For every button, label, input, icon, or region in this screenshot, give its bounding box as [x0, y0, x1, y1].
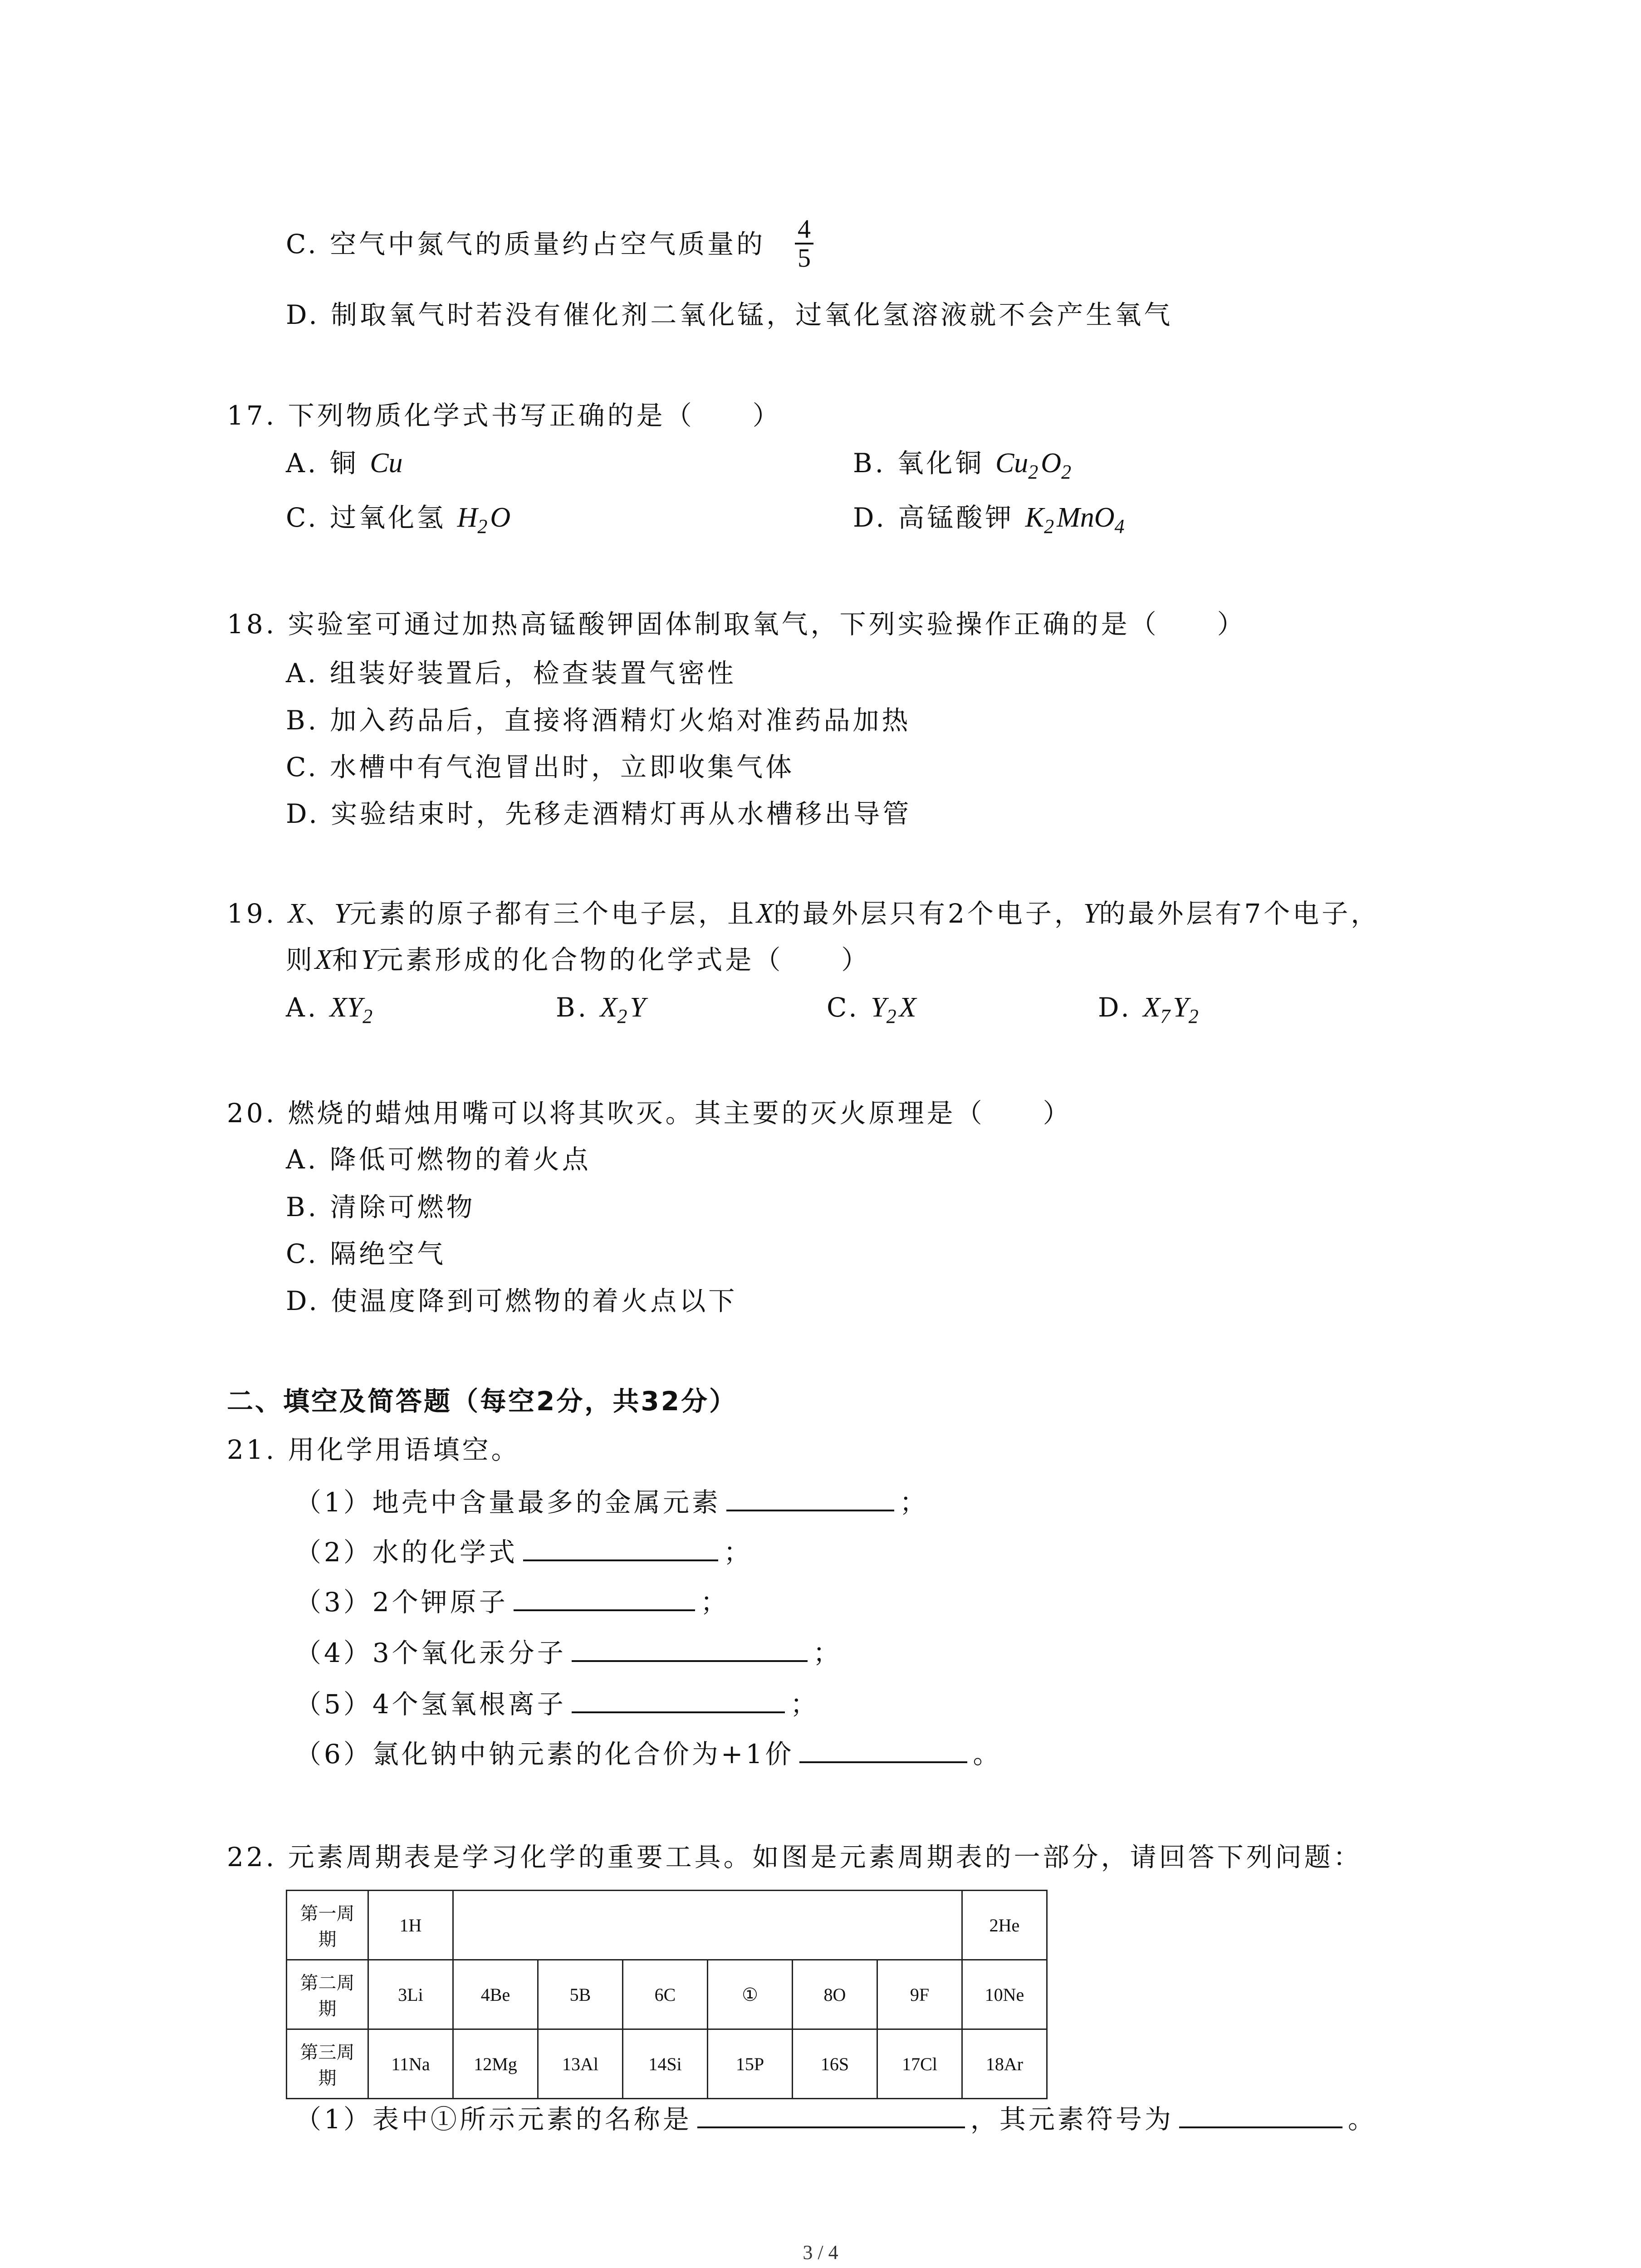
punctuation: ；	[700, 1587, 730, 1618]
element-cell: 2He	[962, 1891, 1047, 1960]
fraction-four-fifths	[795, 215, 813, 272]
element-cell: 1H	[368, 1891, 453, 1960]
q18-option-b: B. 加入药品后，直接将酒精灯火焰对准药品加热	[286, 705, 911, 736]
q19-option-b	[556, 991, 646, 1026]
period-label-line: 期	[318, 1999, 337, 2019]
empty-span-cell	[453, 1891, 962, 1960]
formula-part: X	[1143, 992, 1161, 1023]
q19-stem-line1	[227, 897, 1380, 930]
element-x: X	[315, 944, 332, 975]
q16-option-d: D. 制取氧气时若没有催化剂二氧化锰，过氧化氢溶液就不会产生氧气	[286, 299, 1173, 330]
q21-item-5	[295, 1685, 819, 1721]
item-text: （4）3个氧化汞分子	[295, 1637, 566, 1668]
option-label: D. 高锰酸钾	[853, 502, 1025, 533]
formula-subscript: 2	[1028, 461, 1041, 483]
element-cell: 16S	[793, 2029, 877, 2099]
formula-part: Y	[1173, 992, 1189, 1023]
q19-option-c	[827, 991, 916, 1026]
table-row-period-2	[287, 1960, 1047, 2029]
element-y: Y	[361, 944, 377, 975]
element-cell: 13Al	[538, 2029, 623, 2099]
formula-subscript: 2	[1188, 1005, 1201, 1027]
q20-option-a: A. 降低可燃物的着火点	[286, 1144, 591, 1175]
element-cell: 8O	[793, 1960, 877, 2029]
q22-item-1	[295, 2100, 1377, 2136]
q20-stem: 20. 燃烧的蜡烛用嘴可以将其吹灭。其主要的灭火原理是（ ）	[227, 1098, 1072, 1129]
q19-option-a	[286, 991, 375, 1026]
element-cell: 14Si	[623, 2029, 708, 2099]
element-cell: 12Mg	[453, 2029, 538, 2099]
q21-item-4	[295, 1634, 842, 1669]
option-label: B.	[556, 992, 600, 1023]
answer-blank[interactable]	[572, 1685, 785, 1713]
element-cell: 4Be	[453, 1960, 538, 2029]
period-label-line: 第一周	[300, 1903, 355, 1924]
q17-stem: 17. 下列物质化学式书写正确的是（ ）	[227, 400, 782, 431]
punctuation: 。	[1347, 2104, 1377, 2135]
punctuation: 。	[973, 1739, 1002, 1769]
q16-option-c	[286, 228, 765, 260]
stem-text: 的最外层有7个电子，	[1099, 898, 1380, 929]
section-heading: 二、填空及简答题（每空2分，共32分）	[227, 1386, 738, 1417]
stem-text: 的最外层只有2个电子，	[773, 898, 1083, 929]
period-label-line: 第二周	[300, 1973, 355, 1993]
q19-option-d	[1098, 991, 1201, 1026]
answer-blank[interactable]	[697, 2100, 965, 2128]
q19-stem-line2	[286, 943, 870, 976]
period-label	[287, 1960, 368, 2029]
element-cell: 6C	[623, 1960, 708, 2029]
item-text: ，其元素符号为	[970, 2104, 1174, 2135]
punctuation: ；	[813, 1637, 842, 1668]
q21-item-6	[295, 1735, 1002, 1770]
option-label: D.	[1098, 992, 1143, 1023]
punctuation: ；	[899, 1487, 929, 1518]
stem-text: 、	[305, 898, 334, 929]
formula-subscript: 2	[886, 1005, 899, 1027]
fraction-numerator: 4	[795, 215, 813, 244]
formula-part: O	[1041, 448, 1062, 479]
q18-option-d: D. 实验结束时，先移走酒精灯再从水槽移出导管	[286, 798, 912, 829]
element-cell: 18Ar	[962, 2029, 1047, 2099]
formula-part: Y	[630, 992, 646, 1023]
option-label: A. 铜	[286, 448, 370, 479]
formula-subscript: 2	[477, 515, 490, 538]
q21-item-2	[295, 1533, 753, 1569]
periodic-table-excerpt	[286, 1890, 1048, 2099]
element-x: X	[756, 898, 774, 929]
item-text: （1）表中①所示元素的名称是	[295, 2104, 692, 2135]
element-cell: 15P	[708, 2029, 793, 2099]
answer-blank[interactable]	[726, 1483, 894, 1511]
stem-text: 元素的原子都有三个电子层，且	[350, 898, 757, 929]
formula-subscript: 2	[362, 1005, 376, 1027]
element-cell: 9F	[877, 1960, 962, 2029]
q17-option-a	[286, 447, 403, 479]
q21-item-3	[295, 1583, 730, 1618]
question-number: 19.	[227, 898, 288, 929]
formula-part: Y	[871, 992, 887, 1023]
element-y: Y	[1083, 898, 1099, 929]
q17-option-d	[853, 501, 1127, 537]
period-label	[287, 1891, 368, 1960]
element-cell: 11Na	[368, 2029, 453, 2099]
q17-option-c	[286, 501, 510, 537]
table-row-period-3	[287, 2029, 1047, 2099]
q21-item-1	[295, 1483, 929, 1519]
element-cell-unknown: ①	[708, 1960, 793, 2029]
formula-subscript: 7	[1160, 1005, 1173, 1027]
element-cell: 17Cl	[877, 2029, 962, 2099]
option-label: B. 氧化铜	[853, 448, 995, 479]
item-text: （5）4个氢氧根离子	[295, 1689, 566, 1720]
element-cell: 10Ne	[962, 1960, 1047, 2029]
option-label: C. 过氧化氢	[286, 502, 457, 533]
element-x: X	[288, 898, 305, 929]
formula-part: O	[490, 502, 511, 533]
formula-part: X	[600, 992, 617, 1023]
period-label-line: 期	[318, 2068, 337, 2088]
answer-blank[interactable]	[572, 1634, 808, 1662]
formula-subscript: 4	[1114, 515, 1127, 538]
stem-text: 和	[332, 944, 361, 975]
period-label-line: 第三周	[300, 2042, 355, 2063]
item-text: （1）地壳中含量最多的金属元素	[295, 1487, 721, 1518]
formula-part: MnO	[1057, 502, 1115, 533]
element-cell: 5B	[538, 1960, 623, 2029]
stem-text: 元素形成的化合物的化学式是（ ）	[377, 944, 871, 975]
option-label: C.	[827, 992, 871, 1023]
answer-blank[interactable]	[1179, 2100, 1342, 2128]
item-text: （2）水的化学式	[295, 1537, 518, 1568]
q20-option-b: B. 清除可燃物	[286, 1192, 475, 1222]
item-text: （6）氯化钠中钠元素的化合价为+1价	[295, 1739, 794, 1769]
period-label-line: 期	[318, 1929, 337, 1950]
answer-blank[interactable]	[799, 1735, 967, 1763]
q16-option-c-text: C. 空气中氮气的质量约占空气质量的	[286, 229, 766, 259]
element-y: Y	[334, 898, 350, 929]
q21-stem: 21. 用化学用语填空。	[227, 1434, 520, 1465]
page-number: 3 / 4	[803, 2241, 838, 2263]
q18-option-a: A. 组装好装置后，检查装置气密性	[286, 658, 736, 689]
answer-blank[interactable]	[523, 1533, 718, 1561]
fraction-denominator: 5	[798, 243, 811, 273]
formula-subscript: 2	[617, 1005, 630, 1027]
q22-stem: 22. 元素周期表是学习化学的重要工具。如图是元素周期表的一部分，请回答下列问题：	[227, 1842, 1362, 1872]
formula-part: K	[1025, 502, 1044, 533]
q18-option-c: C. 水槽中有气泡冒出时，立即收集气体	[286, 752, 795, 782]
q20-option-c: C. 隔绝空气	[286, 1238, 446, 1269]
punctuation: ；	[790, 1689, 819, 1720]
element-cell: 3Li	[368, 1960, 453, 2029]
item-text: （3）2个钾原子	[295, 1587, 508, 1618]
formula-part: H	[457, 502, 478, 533]
chemical-formula: Cu	[370, 448, 403, 479]
q17-option-b	[853, 447, 1074, 482]
q20-option-d: D. 使温度降到可燃物的着火点以下	[286, 1286, 738, 1316]
formula-part: XY	[329, 992, 363, 1023]
stem-text: 则	[286, 944, 315, 975]
formula-part: Cu	[995, 448, 1029, 479]
period-label	[287, 2029, 368, 2099]
formula-part: X	[899, 992, 916, 1023]
punctuation: ；	[723, 1537, 753, 1568]
option-label: A.	[286, 992, 330, 1023]
q18-stem: 18. 实验室可通过加热高锰酸钾固体制取氧气，下列实验操作正确的是（ ）	[227, 609, 1246, 640]
table-row-period-1	[287, 1891, 1047, 1960]
formula-subscript: 2	[1044, 515, 1057, 538]
formula-subscript: 2	[1061, 461, 1074, 483]
answer-blank[interactable]	[514, 1583, 695, 1611]
